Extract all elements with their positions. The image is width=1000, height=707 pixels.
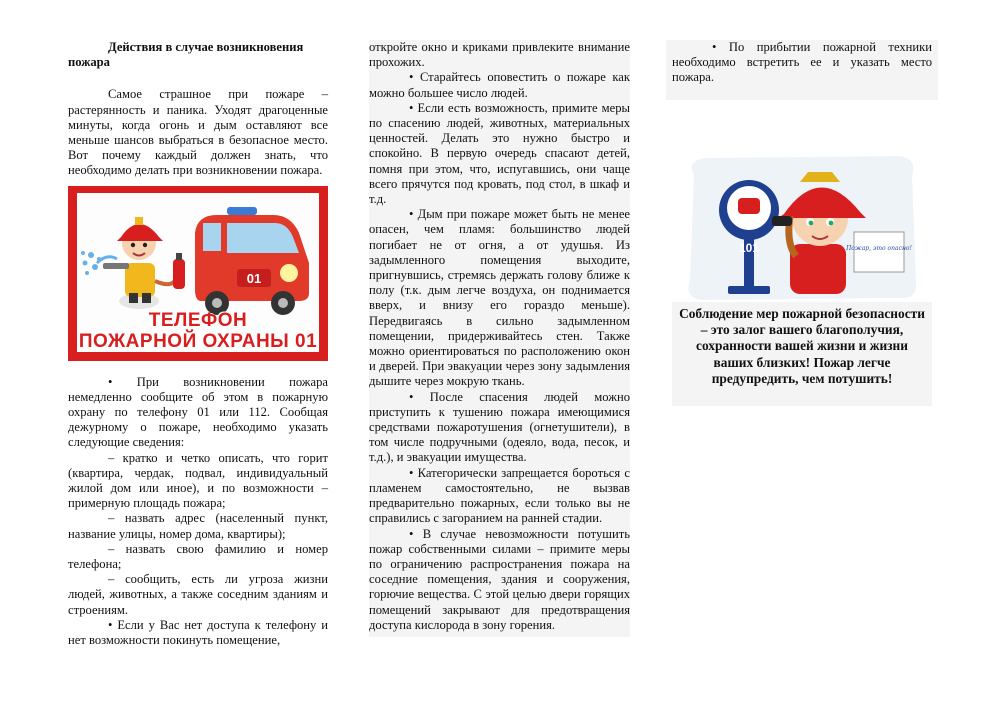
list-item: • В случае невозможности потушить пожар собственными силами – примите меры по ограничению распространения пожара на соседние помещения, здания и сооружения, горючие вещества. С этой целью двери горящих помещений закрывают для предотвращения доступа кислорода в зону горения. xyxy=(369,526,630,632)
column-left xyxy=(68,40,328,648)
list-item: • Старайтесь оповестить о пожаре как можно большее число людей. xyxy=(369,70,630,100)
call-paragraph: • При возникновении пожара немедленно сообщите об этом в пожарную охрану по телефону 01 или 112. Сообщая дежурному о пожаре, необходимо указать следующие сведения: xyxy=(68,374,328,450)
list-item: • Категорически запрещается бороться с пламенем самостоятельно, не вызвав предварительно пожарных, если только вы не справились с загоранием на ранней стадии. xyxy=(369,465,630,526)
fire-extinguisher-icon xyxy=(173,253,185,289)
no-phone-paragraph: • Если у Вас нет доступа к телефону и нет возможности покинуть помещение, xyxy=(68,617,328,648)
phone-number-label: 101 xyxy=(738,240,760,255)
continuation-paragraph: откройте окно и криками привлеките внимание прохожих. xyxy=(369,40,630,70)
list-item: • По прибытии пожарной техники необходимо встретить ее и указать место пожара. xyxy=(672,40,932,85)
safety-motto: Соблюдение мер пожарной безопасности – это залог вашего благополучия, сохранности вашей жизни и жизни ваших близких! Пожар легче предупредить, чем потушить! xyxy=(672,302,932,406)
fire-department-phone-poster xyxy=(68,186,328,361)
girl-firefighter-phone-illustration xyxy=(672,152,932,302)
list-item: • Дым при пожаре может быть не менее опасен, чем пламя: большинство людей погибает не от огня, а от удушья. Из задымленного помещения выходите, пригнувшись, стремясь держать голову ближе к полу (т.к. дым легче воздуха, он поднимается вверх, и внизу его гораздо меньше). Передвигаясь в сильно задымленном помещении, придерживайтесь стен. Также можно ориентироваться по расположению окон и дверей. При эвакуации через зону задымления дышите через мокрую ткань. xyxy=(369,207,630,389)
arrival-block xyxy=(666,40,938,100)
fire-truck-icon xyxy=(195,207,309,315)
sign-text: Пожар, это опасно! xyxy=(846,244,912,252)
page-title: Действия в случае возникновения пожара xyxy=(68,40,304,70)
list-item: • Если есть возможность, примите меры по спасению людей, животных, материальных ценностей. Делать это нужно быстро и спокойно. В первую очередь спасают детей, помня при этом, что, испугавшись, они чаще всего прячутся под кровать, под стол, в шкаф и т.д. xyxy=(369,100,630,207)
column-middle xyxy=(369,40,630,637)
poster-panel xyxy=(77,193,319,352)
column-right xyxy=(672,40,932,406)
list-item: – назвать свою фамилию и номер телефона; xyxy=(68,541,328,572)
girl-with-phone-101-icon xyxy=(672,152,932,302)
list-item: – кратко и четко описать, что горит (квартира, чердак, подвал, индивидуальный жилой дом или иное), и по возможности – примерную площадь пожара; xyxy=(68,450,328,511)
warning-sign-icon xyxy=(845,232,912,272)
list-item: • После спасения людей можно приступить к тушению пожара имеющимися средствами пожаротушения (огнетушители), в том числе подручными (одеяло, вода, песок, и т.д.), и эвакуации имущества. xyxy=(369,389,630,465)
poster-caption-line1: ТЕЛЕФОН xyxy=(148,309,248,331)
list-item: – сообщить, есть ли угроза жизни людей, животных, а также соседним зданиям и строениям. xyxy=(68,572,328,617)
poster-caption-line2: ПОЖАРНОЙ ОХРАНЫ 01 xyxy=(78,330,318,352)
list-item: – назвать адрес (населенный пункт, название улицы, номер дома, квартиры); xyxy=(68,511,328,541)
intro-paragraph: Самое страшное при пожаре – растерянность и паника. Уходят драгоценные минуты, когда огонь и дым оставляют все меньше шансов выбраться в безопасное место. Вот почему каждый должен знать, что необходимо делать при возникновении пожара. xyxy=(68,87,328,178)
boy-firefighter-icon xyxy=(103,217,177,309)
truck-badge-number: 01 xyxy=(246,270,262,286)
